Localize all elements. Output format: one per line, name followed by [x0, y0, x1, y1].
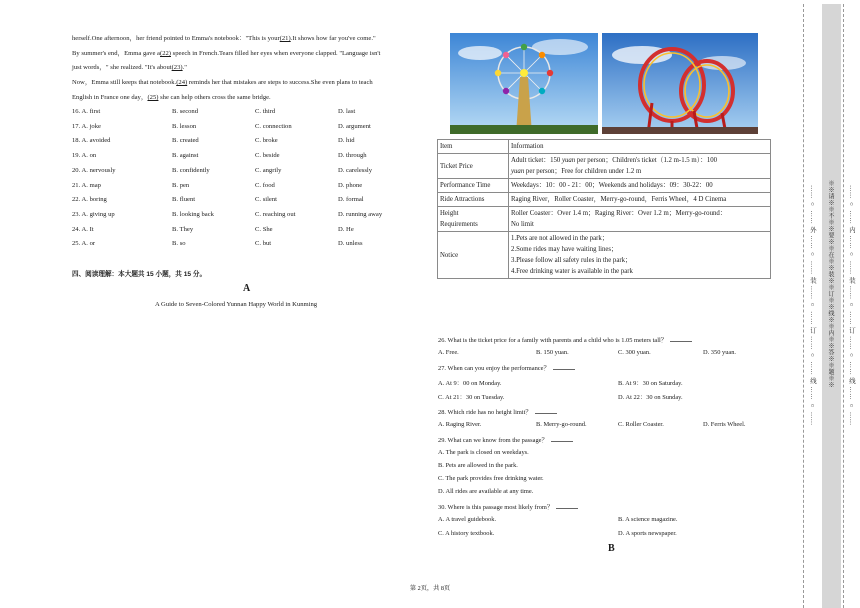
cloze-option: B. second [172, 108, 199, 115]
cloze-option: C. silent [255, 196, 277, 204]
table-row [438, 179, 771, 193]
passage-text: .It shows how far you've come." [290, 35, 376, 42]
blank-25: (25) [147, 94, 159, 101]
cloze-question-option-a: 16. A. first [72, 108, 101, 115]
info-table [437, 139, 771, 279]
cloze-option: C. food [255, 181, 275, 189]
cell-text: No limit [511, 221, 534, 228]
passage-text: ." [182, 64, 187, 71]
cell-text: per person；Children's ticket（1.2 m-1.5 m）：100 [575, 157, 718, 164]
question-text: 30. Where is this passage most likely from？ [438, 504, 554, 511]
cloze-option: D. formal [338, 196, 364, 204]
performance-time-label: Performance Time [438, 179, 509, 193]
cloze-option: B. looking back [172, 210, 214, 218]
cell-text: Roller Coaster：Over 1.4 m；Raging River：Over 1.2 m；Merry-go-round： [511, 210, 727, 217]
blank-24: (24) [176, 79, 188, 86]
cloze-option: D. through [338, 152, 367, 160]
cloze-option: D. argument [338, 122, 371, 130]
option: D. All rides are available at any time. [438, 488, 534, 495]
passage-label-b: B [608, 543, 615, 554]
passage-text: speech in French.Tears filled her eyes when everyone clapped. "Language isn't [171, 50, 381, 57]
binding-text-inner: …… ○ …… 内 …… ○ …… 装 …… ○ …… 订 …… ○ …… 线 …… ○ …… [848, 184, 855, 426]
option: D. At 22：30 on Sunday. [618, 394, 683, 401]
cell-text: per person；Free for children under 1.2 m [524, 168, 642, 175]
blank-23: (23) [171, 64, 183, 71]
cloze-option: D. running away [338, 210, 383, 218]
option: B. 150 yuan. [536, 349, 569, 356]
cloze-question-option-a: 22. A. boring [72, 196, 107, 204]
passage-line-1 [72, 34, 432, 43]
blank-22: (22) [160, 50, 171, 57]
cloze-option: D. hid [338, 137, 355, 145]
option: C. A history textbook. [438, 530, 495, 537]
cloze-question-option-a: 21. A. map [72, 181, 101, 189]
question-text: 28. Which ride has no height limit？ [438, 409, 532, 416]
cloze-question-option-a: 18. A. avoided [72, 137, 111, 145]
warning-text: ※※请※※不※※要※※在※※装※※订※※线※※内※※答※※题※※ [827, 180, 833, 388]
option: C. At 21：30 on Tuesday. [438, 394, 505, 401]
cell-text: yuan [511, 168, 525, 175]
cloze-question-option-a: 25. A. or [72, 240, 96, 248]
cloze-option: C. angrily [255, 166, 282, 174]
cloze-option: C. but [255, 240, 272, 248]
cloze-question-option-a: 17. A. joke [72, 122, 101, 130]
cloze-option: B. lesson [172, 122, 197, 130]
table-row [438, 232, 771, 279]
notice-item: 4.Free drinking water is available in the park [511, 268, 633, 275]
table-row [438, 154, 771, 179]
performance-time-value: Weekdays：10：00 - 21：00；Weekends and holidays：09：30-22：00 [509, 179, 771, 193]
question-30 [438, 502, 578, 511]
height-requirements-value [509, 207, 771, 232]
option: C. The park provides free drinking water. [438, 475, 544, 482]
passage-line-4 [72, 78, 432, 87]
option: A. The park is closed on weekdays. [438, 449, 529, 456]
cloze-option: B. confidently [172, 166, 210, 174]
passage-line-2 [72, 49, 432, 58]
notice-item: 3.Please follow all safety rules in the park； [511, 257, 632, 264]
option: B. A science magazine. [618, 516, 678, 523]
cloze-option: D. He [338, 225, 354, 233]
question-text: 29. What can we know from the passage？ [438, 437, 548, 444]
cloze-option: D. unless [338, 240, 363, 248]
cloze-option: D. last [338, 108, 356, 115]
cloze-option: B. fluent [172, 196, 196, 204]
cloze-option: B. so [172, 240, 186, 248]
passage-title-a: A Guide to Seven-Colored Yunnan Happy World in Kunming [155, 301, 318, 308]
cloze-option: C. third [255, 108, 276, 115]
cell-text: yuan [561, 157, 576, 164]
option: B. At 9：30 on Saturday. [618, 380, 683, 387]
table-header-info: Information [509, 140, 771, 154]
cell-text: Height [440, 210, 459, 217]
page-footer: 第 2页，共 8页 [409, 585, 451, 592]
passage-text: By summer's end，Emma gave a [72, 50, 160, 57]
height-requirements-label [438, 207, 509, 232]
table-row [438, 207, 771, 232]
table-row [438, 193, 771, 207]
question-text: 26. What is the ticket price for a family with parents and a child who is 1.05 meters tall？ [438, 337, 668, 344]
passage-label-a: A [243, 283, 251, 294]
cloze-option: B. against [172, 152, 199, 160]
answer-blank [556, 508, 578, 509]
option: A. A travel guidebook. [438, 516, 497, 523]
question-text: 27. When can you enjoy the performance？ [438, 365, 550, 372]
roller-coaster-photo [602, 33, 758, 134]
option: D. A sports newspaper. [618, 530, 677, 537]
binding-line-outer [803, 4, 804, 608]
option: A. Raging River. [438, 421, 482, 428]
cloze-option: D. carelessly [338, 166, 373, 174]
ride-attractions-label: Ride Attractions [438, 193, 509, 207]
ticket-price-value [509, 154, 771, 179]
answer-blank [535, 413, 557, 414]
cell-text: Adult ticket：150 [511, 157, 562, 164]
ferris-wheel-photo [450, 33, 598, 134]
ride-attractions-value: Raging River，Roller Coaster，Merry-go-round，Ferris Wheel，4 D Cinema [509, 193, 771, 207]
option: B. Pets are allowed in the park. [438, 462, 518, 469]
question-26 [438, 335, 692, 344]
answer-blank [670, 341, 692, 342]
passage-text: Now，Emma still keeps that notebook. [72, 79, 177, 86]
cloze-question-option-a: 24. A. It [72, 225, 94, 233]
option: D. 350 yuan. [703, 349, 737, 356]
option: D. Ferris Wheel. [703, 421, 746, 428]
binding-text-outer: …… ○ …… 外 …… ○ …… 装 …… ○ …… 订 …… ○ …… 线 …… ○ …… [809, 184, 816, 426]
cloze-option: B. created [172, 137, 199, 145]
question-28 [438, 407, 557, 416]
option: C. Roller Coaster. [618, 421, 664, 428]
notice-value [509, 232, 771, 279]
passage-text: English in France one day， [72, 94, 148, 101]
cell-text: Requirements [440, 221, 478, 228]
cloze-option: B. They [172, 225, 194, 233]
passage-line-5 [72, 93, 432, 102]
cloze-question-option-a: 19. A. on [72, 152, 97, 160]
cloze-option: C. reaching out [255, 210, 296, 218]
notice-label: Notice [438, 232, 509, 279]
ticket-price-label: Ticket Price [438, 154, 509, 179]
table-row [438, 140, 771, 154]
cloze-option: C. connection [255, 122, 292, 130]
section-heading: 四、阅读理解：本大题共 15 小题，共 15 分。 [72, 271, 207, 278]
cloze-question-option-a: 20. A. nervously [72, 166, 116, 174]
passage-text: just words，" she realized. "It's about [72, 64, 172, 71]
cloze-option: C. beside [255, 152, 280, 160]
option: C. 300 yuan. [618, 349, 651, 356]
blank-21: (21) [279, 35, 291, 42]
question-29 [438, 435, 573, 444]
question-27 [438, 363, 575, 372]
notice-item: 2.Some rides may have waiting lines； [511, 246, 618, 253]
cloze-option: D. phone [338, 181, 363, 189]
option: A. At 9：00 on Monday. [438, 380, 502, 387]
cloze-option: C. She [255, 225, 273, 233]
table-header-item: Item [438, 140, 509, 154]
answer-blank [553, 369, 575, 370]
option: A. Free. [438, 349, 459, 356]
option: B. Merry-go-round. [536, 421, 587, 428]
cloze-option: B. pen [172, 181, 190, 189]
passage-text: herself.One afternoon，her friend pointed to Emma's notebook："This is your [72, 35, 280, 42]
passage-text: she can help others cross the same bridge. [158, 94, 271, 101]
notice-item: 1.Pets are not allowed in the park； [511, 235, 609, 242]
cloze-question-option-a: 23. A. giving up [72, 210, 115, 218]
passage-text: reminds her that mistakes are steps to success.She even plans to teach [187, 79, 373, 86]
answer-blank [551, 441, 573, 442]
cloze-option: C. broke [255, 137, 278, 145]
passage-line-3 [72, 63, 432, 72]
binding-line-inner [843, 4, 844, 608]
